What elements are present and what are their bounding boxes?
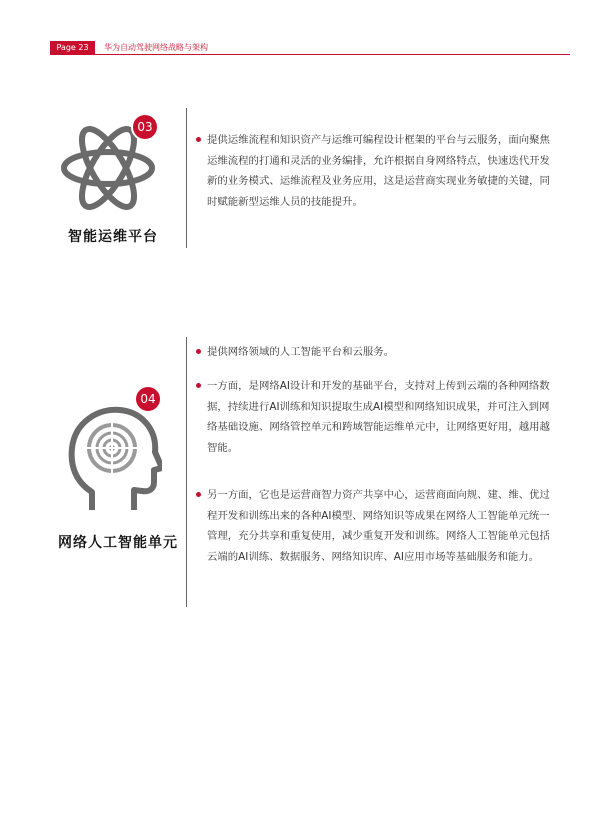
bullet-dot bbox=[196, 137, 201, 142]
bullet-dot bbox=[196, 492, 201, 497]
section-number-badge: 04 bbox=[134, 385, 162, 413]
page-number-tag: Page 23 bbox=[50, 41, 95, 55]
bullet-item bbox=[207, 342, 552, 363]
section-04-divider bbox=[186, 337, 187, 607]
bullet-item bbox=[207, 376, 552, 458]
document-title: 华为自动驾驶网络战略与架构 bbox=[104, 43, 208, 52]
bullet-text: 另一方面，它也是运营商智力资产共享中心，运营商面向规、建、维、优过程开发和训练出来的各种AI模型、网络知识等成果在网络人工智能单元统一管理，充分共享和重复使用，减少重复开发和训练。网络人工智能单元包括云端的AI训练、数据服务、网络知识库、AI应用市场等基础服务和能力。 bbox=[207, 489, 550, 563]
section-title: 网络人工智能单元 bbox=[58, 535, 178, 551]
bullet-dot bbox=[196, 349, 201, 354]
ai-head-icon bbox=[62, 402, 162, 514]
bullet-text: 一方面，是网络AI设计和开发的基础平台，支持对上传到云端的各种网络数据，持续进行AI训练和知识提取生成AI模型和网络知识成果，并可注入到网络基础设施、网络管控单元和跨域智能运维单元中，让网络更好用，越用越智能。 bbox=[207, 380, 550, 454]
bullet-item bbox=[207, 130, 552, 212]
bullet-text: 提供运维流程和知识资产与运维可编程设计框架的平台与云服务，面向聚焦运维流程的打通和灵活的业务编排，允许根据自身网络特点，快速迭代开发新的业务模式、运维流程及业务应用，这是运营商实现业务敏捷的关键，同时赋能新型运维人员的技能提升。 bbox=[207, 134, 550, 208]
bullet-dot bbox=[196, 383, 201, 388]
bullet-item bbox=[207, 485, 552, 567]
section-number-badge: 03 bbox=[131, 113, 159, 141]
section-03-divider bbox=[186, 108, 187, 248]
bullet-text: 提供网络领域的人工智能平台和云服务。 bbox=[207, 346, 395, 358]
section-title: 智能运维平台 bbox=[68, 229, 158, 245]
